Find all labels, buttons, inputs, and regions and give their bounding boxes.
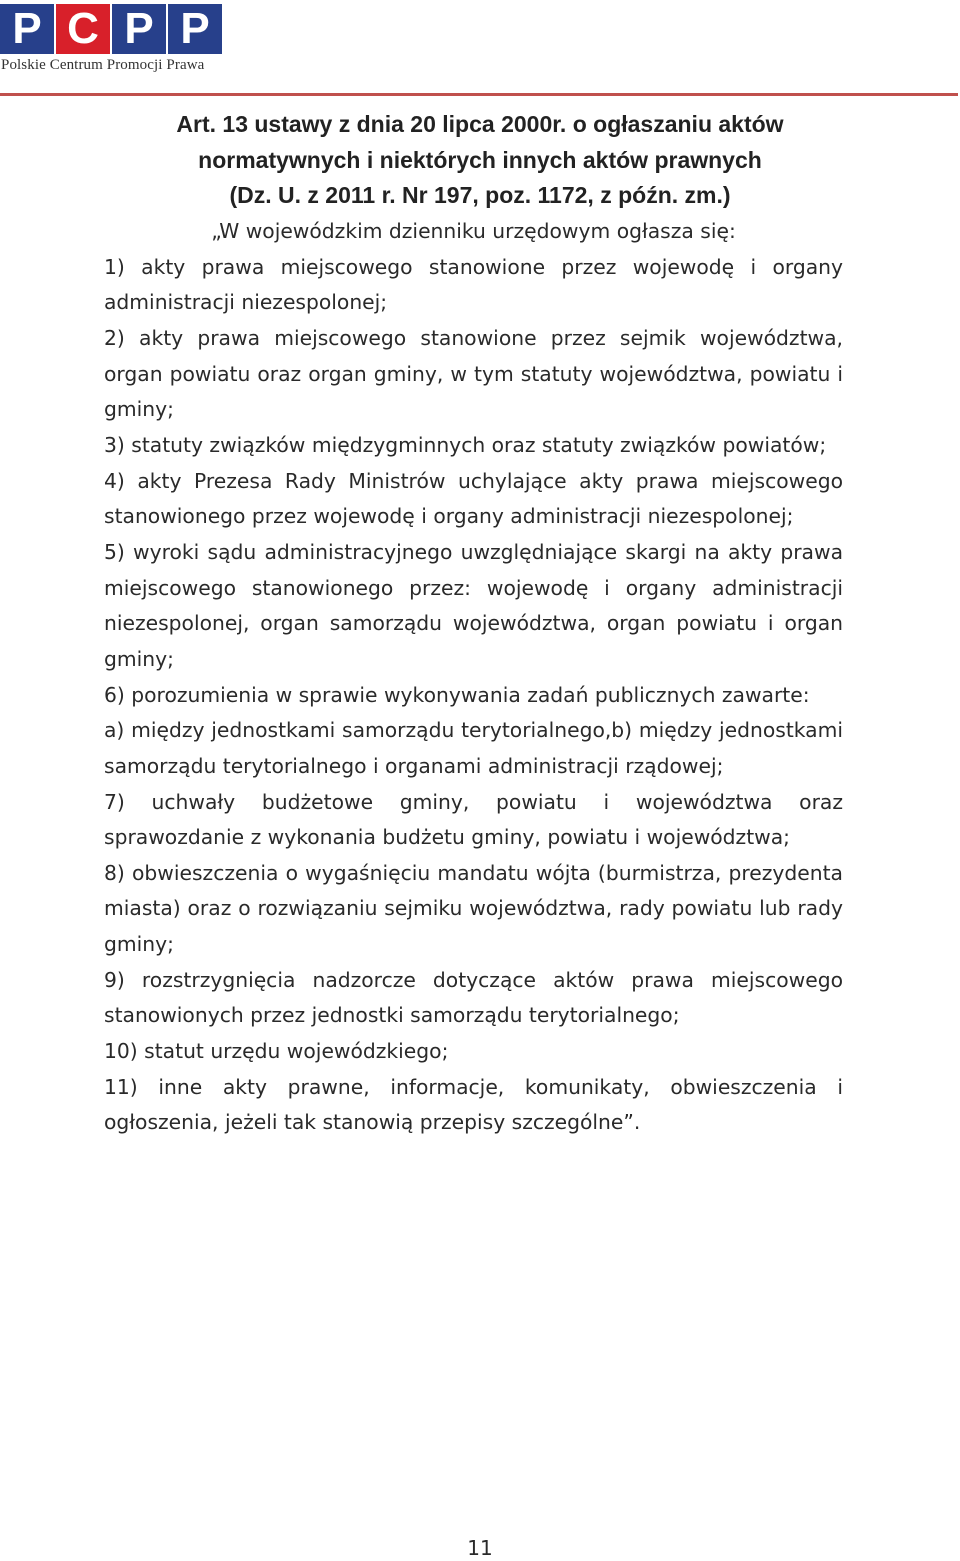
list-item: 8) obwieszczenia o wygaśnięciu mandatu wójta (burmistrza, prezydenta miasta) oraz o rozwiązaniu sejmiku województwa, rady powiatu lub rady gminy; (104, 860, 843, 957)
logo-letter-p3: P (168, 4, 222, 54)
intro-paragraph: „W wojewódzkim dzienniku urzędowym ogłasza się: (211, 219, 736, 243)
list-item: 10) statut urzędu wojewódzkiego; (104, 1039, 449, 1064)
logo-letter-p2: P (112, 4, 166, 54)
list-item: 9) rozstrzygnięcia nadzorcze dotyczące aktów prawa miejscowego stanowionych przez jednostki samorządu terytorialnego; (104, 967, 843, 1028)
list-item: 4) akty Prezesa Rady Ministrów uchylające akty prawa miejscowego stanowionego przez wojewodę i organy administracji niezespolonej; (104, 468, 843, 529)
list-item: 1) akty prawa miejscowego stanowione przez wojewodę i organy administracji niezespolonej; (104, 254, 843, 315)
list-item: a) między jednostkami samorządu terytorialnego,b) między jednostkami samorządu terytorialnego i organami administracji rządowej; (104, 718, 843, 778)
document-title (100, 107, 860, 214)
title-line-3: (Dz. U. z 2011 r. Nr 197, poz. 1172, z późn. zm.) (229, 182, 731, 208)
list-item: 11) inne akty prawne, informacje, komunikaty, obwieszczenia i ogłoszenia, jeżeli tak stanowią przepisy szczególne”. (104, 1074, 843, 1135)
document-body (104, 214, 843, 1141)
header-divider (0, 93, 958, 96)
list-item: 5) wyroki sądu administracyjnego uwzględniające skargi na akty prawa miejscowego stanowionego przez: wojewodę i organy administracji niezespolonej, organ samorządu województwa, organ powiatu i organ gminy; (104, 539, 843, 671)
page-number: 11 (467, 1536, 493, 1560)
logo-letter-c: C (56, 4, 110, 54)
title-line-2: normatywnych i niektórych innych aktów prawnych (198, 146, 762, 173)
pcpp-logo (0, 4, 240, 74)
list-item: 6) porozumienia w sprawie wykonywania zadań publicznych zawarte: (104, 682, 810, 707)
list-item: 7) uchwały budżetowe gminy, powiatu i województwa oraz sprawozdanie z wykonania budżetu gminy, powiatu i województwa; (104, 789, 843, 850)
logo-letter-p1: P (0, 4, 54, 54)
logo-subtitle: Polskie Centrum Promocji Prawa (1, 57, 205, 73)
list-item: 2) akty prawa miejscowego stanowione przez sejmik województwa, organ powiatu oraz organ gminy, w tym statuty województwa, powiatu i gminy; (104, 325, 843, 422)
title-line-1: Art. 13 ustawy z dnia 20 lipca 2000r. o ogłaszaniu aktów (176, 111, 784, 137)
list-item: 3) statuty związków międzygminnych oraz statuty związków powiatów; (104, 432, 827, 457)
logo-letters (0, 4, 240, 54)
